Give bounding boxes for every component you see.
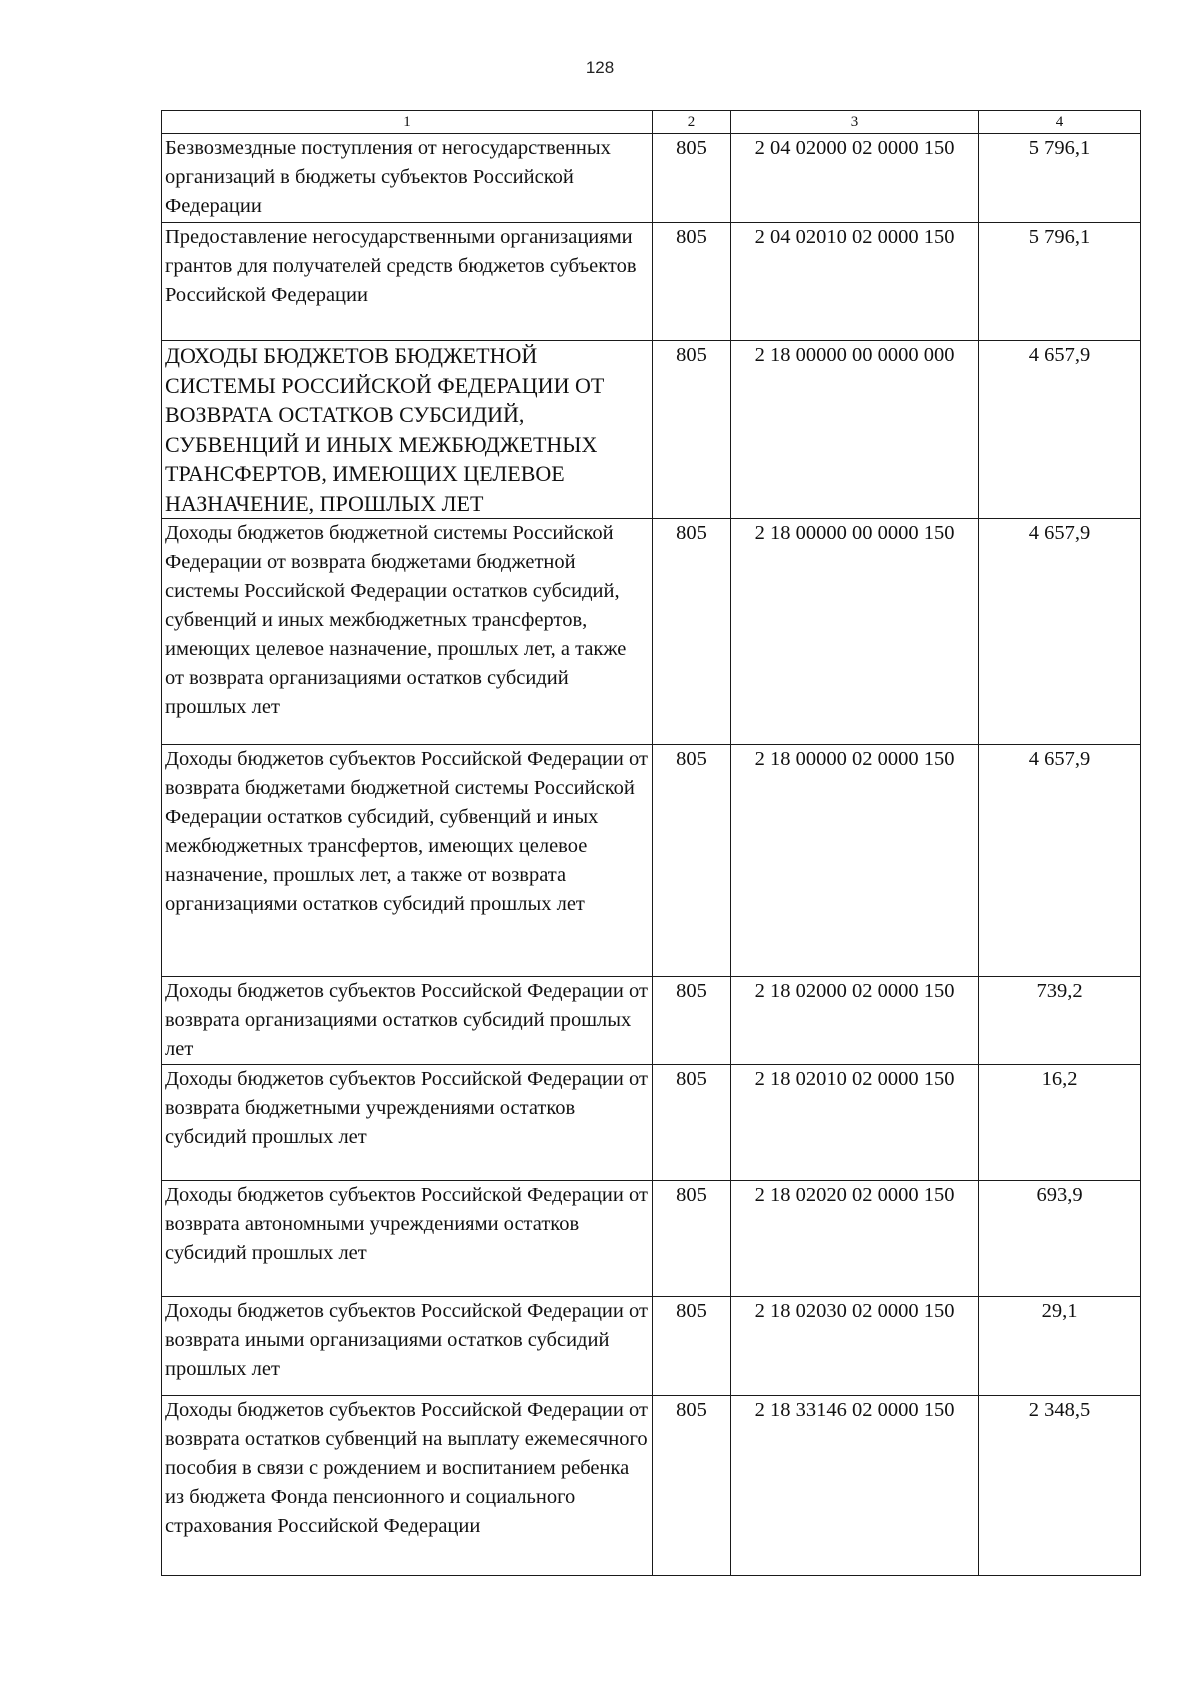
row-name: Доходы бюджетов бюджетной системы Российской Федерации от возврата бюджетами бюджетной системы Российской Федерации остатков субсидий, субвенций и иных межбюджетных трансфертов, имеющих целевое назначение, прошлых лет, а также от возврата организациями остатков субсидий прошлых лет	[162, 519, 653, 745]
table-row	[162, 223, 1141, 341]
table-row	[162, 1065, 1141, 1181]
row-name: ДОХОДЫ БЮДЖЕТОВ БЮДЖЕТНОЙ СИСТЕМЫ РОССИЙСКОЙ ФЕДЕРАЦИИ ОТ ВОЗВРАТА ОСТАТКОВ СУБСИДИЙ, СУБВЕНЦИЙ И ИНЫХ МЕЖБЮДЖЕТНЫХ ТРАНСФЕРТОВ, ИМЕЮЩИХ ЦЕЛЕВОЕ НАЗНАЧЕНИЕ, ПРОШЛЫХ ЛЕТ	[162, 341, 653, 519]
page-number: 128	[585, 58, 615, 77]
row-admin-code: 805	[653, 341, 731, 519]
column-header-3: 3	[731, 111, 979, 134]
row-budget-code: 2 18 02000 02 0000 150	[731, 977, 979, 1065]
row-budget-code: 2 18 00000 00 0000 150	[731, 519, 979, 745]
row-budget-code: 2 18 00000 00 0000 000	[731, 341, 979, 519]
table-row	[162, 134, 1141, 223]
row-admin-code: 805	[653, 134, 731, 223]
table-row	[162, 519, 1141, 745]
row-name: Предоставление негосударственными организациями грантов для получателей средств бюджетов субъектов Российской Федерации	[162, 223, 653, 341]
row-budget-code: 2 18 02010 02 0000 150	[731, 1065, 979, 1181]
row-amount: 4 657,9	[979, 745, 1141, 977]
column-header-4: 4	[979, 111, 1141, 134]
row-name: Доходы бюджетов субъектов Российской Федерации от возврата остатков субвенций на выплату ежемесячного пособия в связи с рождением и воспитанием ребенка из бюджета Фонда пенсионного и социального страхования Российской Федерации	[162, 1396, 653, 1576]
row-budget-code: 2 04 02010 02 0000 150	[731, 223, 979, 341]
row-admin-code: 805	[653, 519, 731, 745]
row-amount: 29,1	[979, 1297, 1141, 1396]
table-row	[162, 341, 1141, 519]
row-amount: 5 796,1	[979, 134, 1141, 223]
row-amount: 739,2	[979, 977, 1141, 1065]
row-budget-code: 2 18 02030 02 0000 150	[731, 1297, 979, 1396]
row-budget-code: 2 18 00000 02 0000 150	[731, 745, 979, 977]
row-budget-code: 2 18 02020 02 0000 150	[731, 1181, 979, 1297]
row-admin-code: 805	[653, 1181, 731, 1297]
row-amount: 2 348,5	[979, 1396, 1141, 1576]
table-header-row	[162, 111, 1141, 134]
row-admin-code: 805	[653, 1396, 731, 1576]
row-name: Доходы бюджетов субъектов Российской Федерации от возврата бюджетами бюджетной системы Российской Федерации остатков субсидий, субвенций и иных межбюджетных трансфертов, имеющих целевое назначение, прошлых лет, а также от возврата организациями остатков субсидий прошлых лет	[162, 745, 653, 977]
row-name: Доходы бюджетов субъектов Российской Федерации от возврата иными организациями остатков субсидий прошлых лет	[162, 1297, 653, 1396]
row-admin-code: 805	[653, 223, 731, 341]
row-budget-code: 2 18 33146 02 0000 150	[731, 1396, 979, 1576]
table-row	[162, 977, 1141, 1065]
table-row	[162, 1181, 1141, 1297]
row-name: Доходы бюджетов субъектов Российской Федерации от возврата автономными учреждениями остатков субсидий прошлых лет	[162, 1181, 653, 1297]
row-amount: 4 657,9	[979, 519, 1141, 745]
budget-revenue-table	[161, 110, 1141, 1576]
row-name: Безвозмездные поступления от негосударственных организаций в бюджеты субъектов Российской Федерации	[162, 134, 653, 223]
row-name: Доходы бюджетов субъектов Российской Федерации от возврата организациями остатков субсидий прошлых лет	[162, 977, 653, 1065]
column-header-2: 2	[653, 111, 731, 134]
row-admin-code: 805	[653, 1297, 731, 1396]
column-header-1: 1	[162, 111, 653, 134]
table-row	[162, 1297, 1141, 1396]
row-amount: 4 657,9	[979, 341, 1141, 519]
table-row	[162, 1396, 1141, 1576]
row-amount: 693,9	[979, 1181, 1141, 1297]
row-budget-code: 2 04 02000 02 0000 150	[731, 134, 979, 223]
row-amount: 16,2	[979, 1065, 1141, 1181]
row-amount: 5 796,1	[979, 223, 1141, 341]
row-name: Доходы бюджетов субъектов Российской Федерации от возврата бюджетными учреждениями остатков субсидий прошлых лет	[162, 1065, 653, 1181]
row-admin-code: 805	[653, 745, 731, 977]
row-admin-code: 805	[653, 977, 731, 1065]
table-row	[162, 745, 1141, 977]
row-admin-code: 805	[653, 1065, 731, 1181]
